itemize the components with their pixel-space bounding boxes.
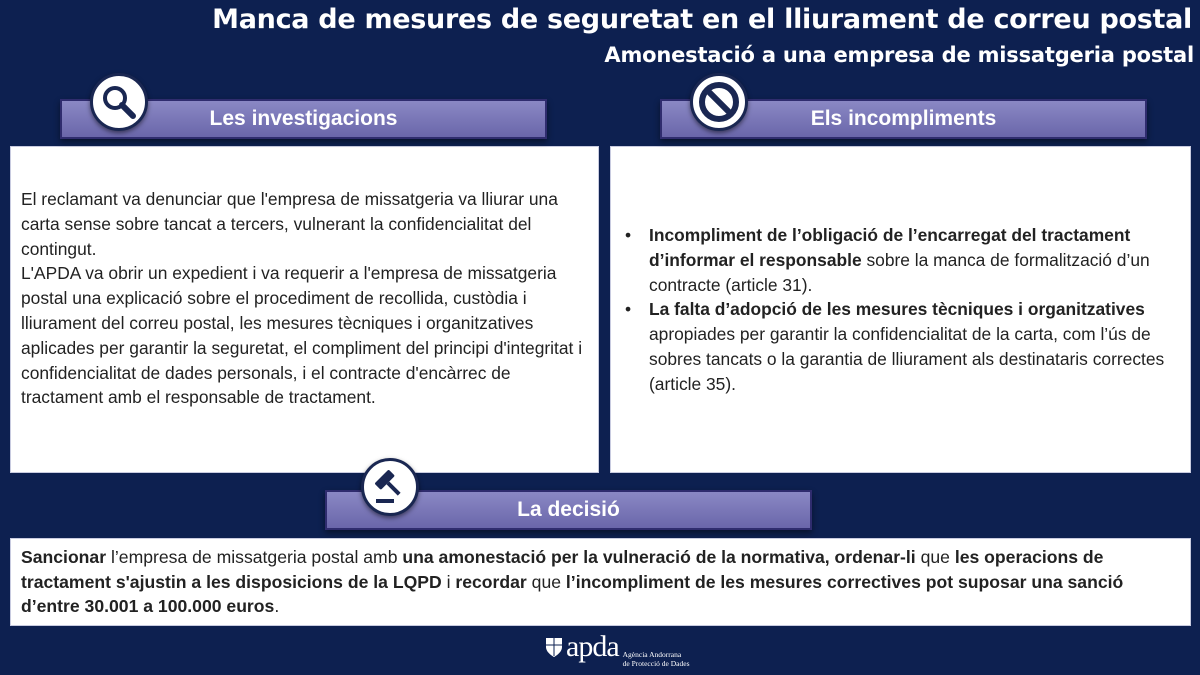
breaches-panel: [610, 146, 1191, 473]
investigations-paragraph-2: L'APDA va obrir un expedient i va requerir a l'empresa de missatgeria postal una explicació sobre el procediment de recollida, custòdia i lliurament del correu postal, les mesures tècniques i organitzatives aplicades per garantir la seguretat, el compliment del principi d'integritat i confidencialitat de dades personals, i el contracte d'encàrrec de tractament amb el responsable de tractament.: [21, 263, 583, 408]
logo-mark: apda: [566, 630, 619, 663]
investigations-panel: [10, 146, 599, 473]
investigations-paragraph-1: El reclamant va denunciar que l'empresa de missatgeria va lliurar una carta sense sobre tancat a tercers, vulnerant la confidencialitat del contingut.: [21, 189, 558, 259]
logo-caption: Agència Andorrana de Protecció de Dades: [622, 650, 690, 668]
breach-item: • La falta d’adopció de les mesures tècniques i organitzatives apropiades per garantir la confidencialitat de la carta, com l’ús de sobres tancats o la garantia de lliurament als destinataris correctes (article 35).: [619, 297, 1178, 396]
decision-panel: Sancionar l’empresa de missatgeria postal amb una amonestació per la vulneració de la normativa, ordenar-li que les operacions de tractament s'ajustin a les disposicions de la LQPD i recordar que l’incompliment de les mesures correctives pot suposar una sanció d’entre 30.001 a 100.000 euros.: [10, 538, 1191, 626]
breaches-list: [619, 223, 1178, 397]
apda-logo: [545, 632, 690, 674]
prohibited-icon: [690, 73, 748, 131]
decision-heading: La decisió: [517, 498, 620, 521]
magnifier-icon: [90, 73, 148, 131]
page-subtitle: Amonestació a una empresa de missatgeria postal: [604, 43, 1194, 67]
breaches-heading: Els incompliments: [810, 107, 997, 130]
breach-item: • Incompliment de l’obligació de l’encarregat del tractament d’informar el responsable sobre la manca de formalització d’un contracte (article 31).: [619, 223, 1178, 297]
investigations-heading: Les investigacions: [209, 107, 398, 130]
gavel-icon: [361, 458, 419, 516]
coat-of-arms-icon: [545, 636, 563, 658]
page-title: Manca de mesures de seguretat en el lliurament de correu postal: [212, 4, 1192, 35]
